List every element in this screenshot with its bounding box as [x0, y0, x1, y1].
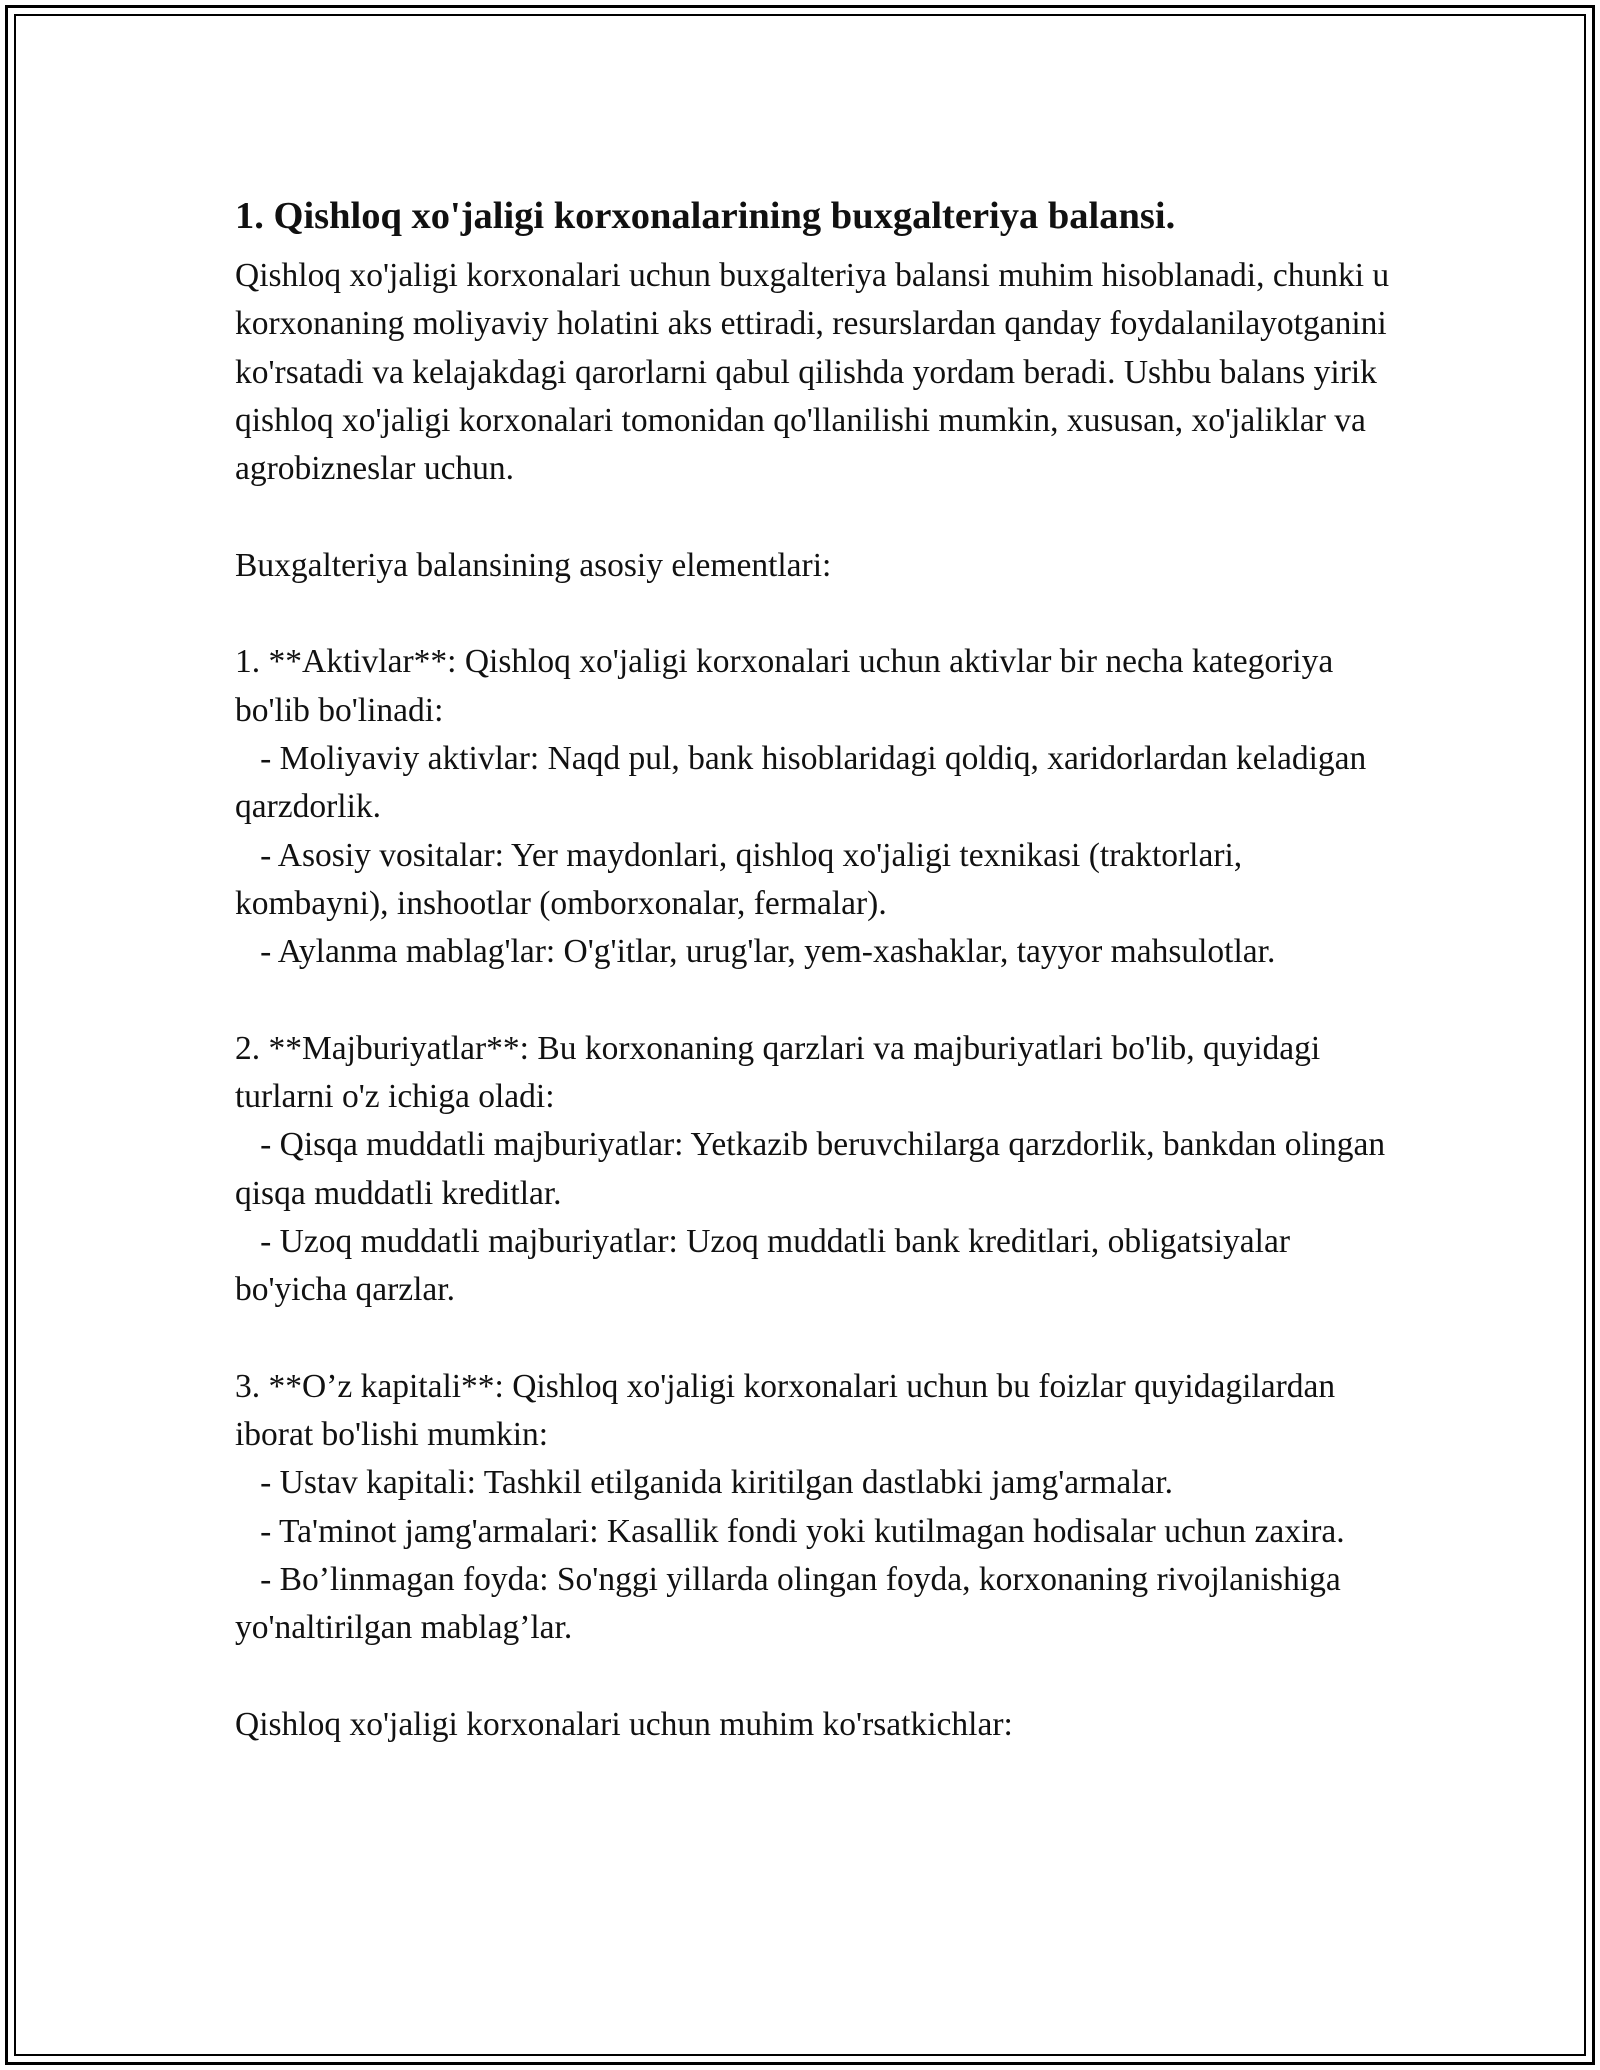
section-equity-heading: 3. **O’z kapitali**: Qishloq xo'jaligi korxonalari uchun bu foizlar quyidagilardan iborat bo'lishi mumkin: — [235, 1367, 1336, 1454]
indicators-heading: Qishloq xo'jaligi korxonalari uchun muhim ko'rsatkichlar: — [235, 1705, 1013, 1743]
equity-item-charter: - Ustav kapitali: Tashkil etilganida kiritilgan dastlabki jamg'armalar. — [235, 1464, 1174, 1502]
spacer — [235, 1653, 1395, 1701]
section-liabilities-heading: 2. **Majburiyatlar**: Bu korxonaning qarzlari va majburiyatlari bo'lib, quyidagi turlarni o'z ichiga oladi: — [235, 1029, 1321, 1116]
spacer — [235, 1315, 1395, 1363]
spacer — [235, 590, 1395, 638]
liabilities-item-long-term: - Uzoq muddatli majburiyatlar: Uzoq muddatli bank kreditlari, obligatsiyalar bo'yicha qarzlar. — [235, 1222, 1299, 1309]
equity-item-retained: - Bo’linmagan foyda: So'nggi yillarda olingan foyda, korxonaning rivojlanishiga yo'naltirilgan mablag’lar. — [235, 1561, 1350, 1647]
document-title: 1. Qishloq xo'jaligi korxonalarining buxgalteriya balansi. — [235, 195, 1176, 237]
assets-item-fixed: - Asosiy vositalar: Yer maydonlari, qishloq xo'jaligi texnikasi (traktorlari, kombayni), inshootlar (omborxonalar, fermalar). — [235, 836, 1251, 922]
spacer — [235, 976, 1395, 1024]
section-assets-heading: 1. **Aktivlar**: Qishloq xo'jaligi korxonalari uchun aktivlar bir necha kategoriya bo'lib bo'linadi: — [235, 643, 1334, 729]
spacer — [235, 493, 1395, 541]
intro-paragraph: Qishloq xo'jaligi korxonalari uchun buxgalteriya balansi muhim hisoblanadi, chunki u korxonaning moliyaviy holatini aks ettiradi, resurslardan qanday foydalanilayotganini ko'rsatadi va kelajakdagi qarorlarni qabul qilishda yordam beradi. Ushbu balans yirik qishloq xo'jaligi korxonalari tomonidan qo'llanilishi mumkin, xususan, xo'jaliklar va agrobizneslar uchun. — [235, 257, 1390, 488]
elements-heading: Buxgalteriya balansining asosiy elementlari: — [235, 546, 832, 584]
document-body — [235, 186, 1395, 1749]
assets-item-current: - Aylanma mablag'lar: O'g'itlar, urug'lar, yem-xashaklar, tayyor mahsulotlar. — [235, 933, 1276, 971]
equity-item-reserve: - Ta'minot jamg'armalari: Kasallik fondi yoki kutilmagan hodisalar uchun zaxira. — [235, 1512, 1345, 1550]
liabilities-item-short-term: - Qisqa muddatli majburiyatlar: Yetkazib beruvchilarga qarzdorlik, bankdan olingan qisqa muddatli kreditlar. — [235, 1126, 1394, 1212]
assets-item-financial: - Moliyaviy aktivlar: Naqd pul, bank hisoblaridagi qoldiq, xaridorlardan keladigan qarzdorlik. — [235, 739, 1375, 826]
